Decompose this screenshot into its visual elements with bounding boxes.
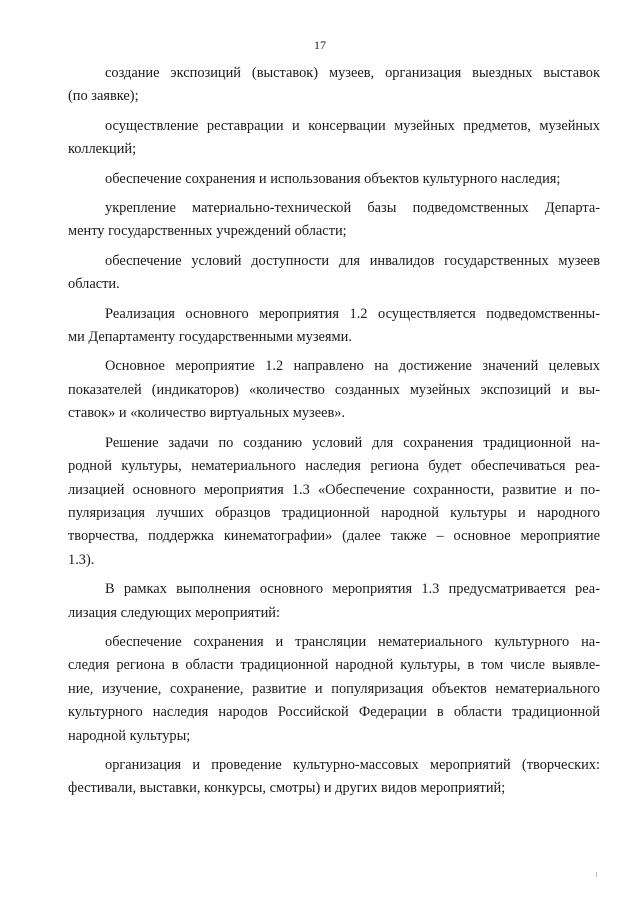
- paragraph-line: коллекций;: [68, 141, 137, 158]
- paragraph: [68, 432, 600, 572]
- paragraph-line: пуляризация лучших образцов традиционной народной культуры и народного: [68, 504, 600, 521]
- paragraph: [68, 197, 600, 244]
- body-text: [68, 62, 600, 807]
- paragraph-line: творчества, поддержка кинематографии» (далее также – основное мероприятие: [68, 528, 600, 545]
- paragraph-line: 1.3).: [68, 551, 95, 568]
- paragraph-line: Реализация основного мероприятия 1.2 осуществляется подведомственны-: [105, 305, 600, 322]
- paragraph-line: менту государственных учреждений области;: [68, 223, 347, 240]
- paragraph: [68, 355, 600, 425]
- paragraph-line: В рамках выполнения основного мероприятия 1.3 предусматривается реа-: [105, 581, 600, 598]
- page-number: 17: [314, 38, 326, 52]
- paragraph: [68, 115, 600, 162]
- paragraph-line: культурного наследия народов Российской Федерации в области традиционной: [68, 704, 600, 721]
- paragraph-line: ми Департаменту государственными музеями.: [68, 329, 352, 346]
- paragraph-line: области.: [68, 276, 120, 293]
- paragraph-line: ставок» и «количество виртуальных музеев».: [68, 405, 346, 422]
- paragraph-line: следия региона в области традиционной народной культуры, в том числе выявле-: [68, 657, 600, 674]
- paragraph-line: Решение задачи по созданию условий для сохранения традиционной на-: [105, 434, 600, 451]
- paragraph-line: создание экспозиций (выставок) музеев, организация выездных выставок: [105, 65, 600, 81]
- paragraph: [68, 754, 600, 801]
- paragraph-line: показателей (индикаторов) «количество созданных музейных экспозиций и вы-: [68, 381, 600, 398]
- paragraph-line: обеспечение условий доступности для инвалидов государственных музеев: [105, 252, 600, 269]
- paragraph-line: фестивали, выставки, конкурсы, смотры) и других видов мероприятий;: [68, 780, 506, 797]
- paragraph-line: укрепление материально-технической базы подведомственных Департа-: [105, 200, 600, 217]
- paragraph: [68, 168, 600, 191]
- paragraph-line: родной культуры, нематериального наследия региона будет обеспечиваться реа-: [68, 458, 600, 475]
- paragraph-line: ние, изучение, сохранение, развитие и популяризация объектов нематериального: [68, 680, 600, 697]
- paragraph-line: обеспечение сохранения и трансляции нематериального культурного на-: [105, 633, 600, 650]
- paragraph-line: народной культуры;: [68, 727, 191, 744]
- paragraph-line: лизацией основного мероприятия 1.3 «Обеспечение сохранности, развитие и по-: [68, 481, 600, 498]
- paragraph-line: осуществление реставрации и консервации музейных предметов, музейных: [105, 117, 600, 134]
- paragraph-line: организация и проведение культурно-массовых мероприятий (творческих:: [105, 756, 600, 773]
- paragraph: [68, 250, 600, 297]
- paragraph: [68, 578, 600, 625]
- scan-mark: [596, 872, 597, 877]
- paragraph: [68, 62, 600, 109]
- paragraph-line: лизация следующих мероприятий:: [68, 604, 280, 621]
- paragraph-line: обеспечение сохранения и использования объектов культурного наследия;: [105, 170, 561, 187]
- paragraph: [68, 303, 600, 350]
- paragraph: [68, 631, 600, 748]
- paragraph-line: (по заявке);: [68, 88, 139, 105]
- paragraph-line: Основное мероприятие 1.2 направлено на достижение значений целевых: [105, 358, 600, 375]
